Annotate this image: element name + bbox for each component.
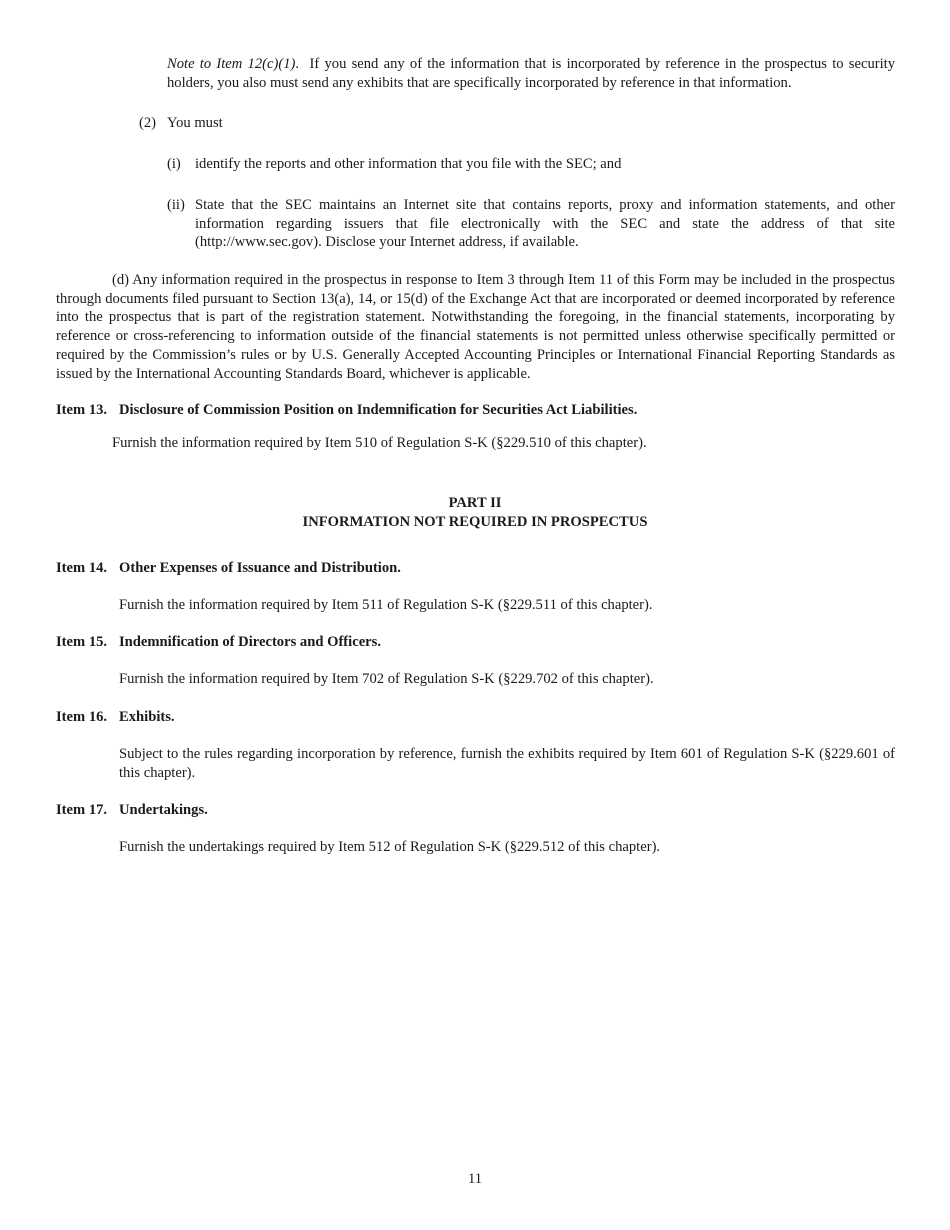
item-13-body: Furnish the information required by Item 510 of Regulation S-K (§229.510 of this chapter).	[112, 435, 647, 451]
item-13-heading	[56, 401, 906, 420]
item-16-body: Subject to the rules regarding incorporation by reference, furnish the exhibits required by Item 601 of Regulation S-K (§229.601 of this chapter).	[119, 746, 895, 781]
part-ii-subtitle: INFORMATION NOT REQUIRED IN PROSPECTUS	[302, 514, 648, 530]
part-ii-title: PART II	[448, 495, 502, 511]
subsection-number: (2)	[139, 115, 157, 131]
clause-number: (i)	[167, 156, 181, 172]
clause-ii	[167, 196, 895, 252]
page-number: 11	[467, 1171, 483, 1187]
clause-number: (ii)	[167, 197, 185, 213]
item-title: Indemnification of Directors and Officers.	[119, 634, 381, 650]
item-number: Item 15.	[56, 634, 108, 650]
item-15-heading	[56, 633, 906, 652]
item-number: Item 17.	[56, 802, 108, 818]
item-14-heading	[56, 559, 906, 578]
paragraph-d: (d) Any information required in the prospectus in response to Item 3 through Item 11 of this Form may be included in the prospectus through documents filed pursuant to Section 13(a), 14, or 15(d) of the Exchange Act that are incorporated or deemed incorporated by reference into the prospectus that is part of the registration statement. Notwithstanding the foregoing, in the financial statements, incorporating by reference or cross-referencing to information outside of the financial statements is not permitted unless otherwise specifically permitted or required by the Commission’s rules or by U.S. Generally Accepted Accounting Principles or International Financial Reporting Standards as issued by the International Accounting Standards Board, whichever is applicable.	[56, 272, 895, 382]
item-number: Item 16.	[56, 709, 108, 725]
item-number: Item 13.	[56, 402, 108, 418]
clause-text: State that the SEC maintains an Internet site that contains reports, proxy and information statements, and other information regarding issuers that file electronically with the SEC and state the address of that site (http://www.sec.gov). Disclose your Internet address, if available.	[195, 197, 895, 251]
item-17-body: Furnish the undertakings required by Item 512 of Regulation S-K (§229.512 of this chapter).	[119, 839, 661, 855]
item-15-body: Furnish the information required by Item 702 of Regulation S-K (§229.702 of this chapter).	[119, 671, 654, 687]
item-14-body: Furnish the information required by Item 511 of Regulation S-K (§229.511 of this chapter).	[119, 597, 653, 613]
item-title: Disclosure of Commission Position on Indemnification for Securities Act Liabilities.	[119, 402, 638, 418]
note-to-item-12c1	[167, 55, 895, 92]
item-17-heading	[56, 801, 906, 820]
item-title: Other Expenses of Issuance and Distribution.	[119, 560, 401, 576]
clause-text: identify the reports and other information that you file with the SEC; and	[195, 156, 622, 172]
clause-i	[167, 155, 895, 174]
item-16-heading	[56, 708, 906, 727]
item-title: Exhibits.	[119, 709, 175, 725]
note-text: If you send any of the information that is incorporated by reference in the prospectus to security holders, you also must send any exhibits that are specifically incorporated by reference in that information.	[167, 56, 896, 91]
note-label: Note to Item 12(c)(1)	[167, 56, 296, 72]
item-title: Undertakings.	[119, 802, 208, 818]
item-number: Item 14.	[56, 560, 108, 576]
note-label-suffix: .	[295, 56, 300, 72]
subsection-text: You must	[167, 115, 223, 131]
subsection-2	[139, 114, 839, 133]
